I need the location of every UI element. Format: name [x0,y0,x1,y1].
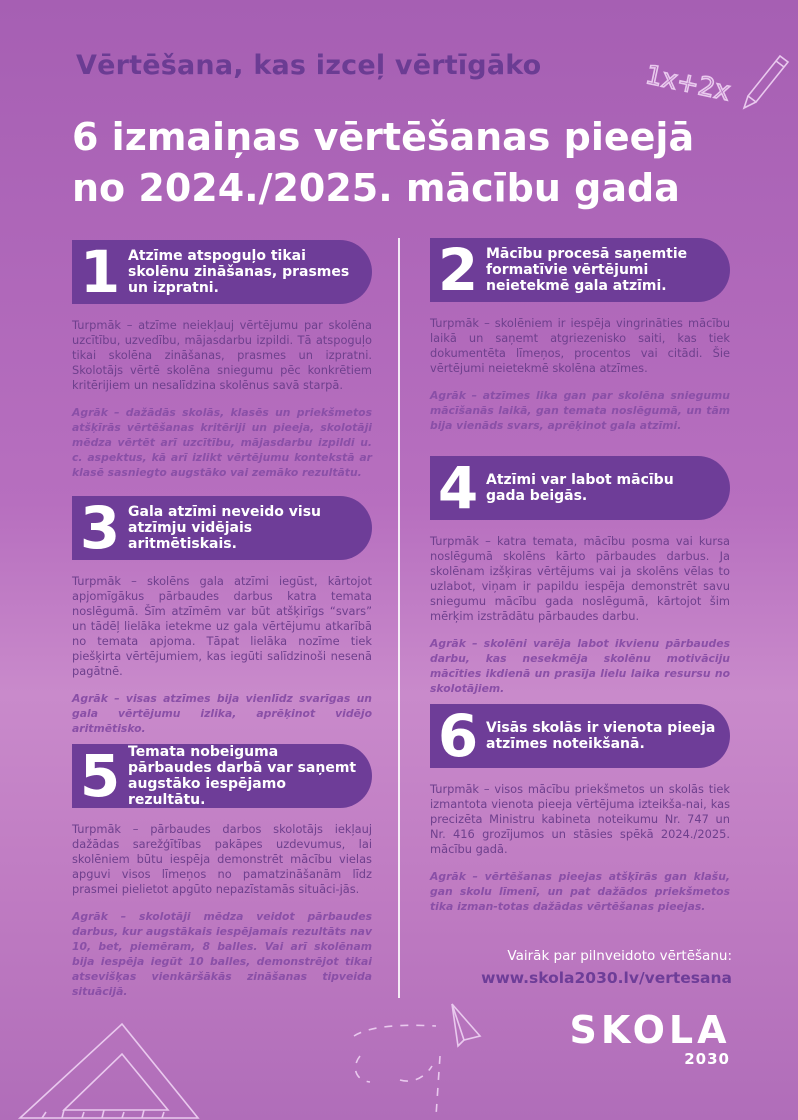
logo-year: 2030 [684,1050,730,1068]
change-header [430,704,730,768]
more-info [470,946,732,990]
change-description: Turpmāk – visos mācību priekšmetos un skolās tiek izmantota vienota pieeja vērtējuma izteikša-nai, kas precizēta Ministru kabineta noteikumu Nr. 747 un Nr. 416 grozījumos un stāsies spēkā 2024./2025. mācību gadā. [430,782,730,856]
headline [72,112,712,214]
change-previously: Agrāk – skolēni varēja labot ikvienu pārbaudes darbu, kas nesekmēja skolēnu motivāciju mācīties ikdienā un prasīja lielu laika resursu no skolotājiem. [430,637,730,695]
skola2030-logo [560,1008,740,1074]
change-description: Turpmāk – atzīme neiekļauj vērtējumu par skolēna uzcītību, uzvedību, mājasdarbu izpildi. Tā atspoguļo tikai skolēna zināšanas, prasmes un izpratni. Skolotājs vērtē skolēna sniegumu pēc konkrētiem kritērijiem un nesalīdzina skolēnus savā starpā. [72,318,372,392]
more-info-lead: Vairāk par pilnveidoto vērtēšanu: [507,948,732,964]
more-info-link[interactable]: www.skola2030.lv/vertesana [481,969,732,987]
change-title: Visās skolās ir vienota pieeja atzīmes noteikšanā. [486,720,716,752]
formula-text: 1x+2x [642,60,733,108]
change-previously: Agrāk – visas atzīmes bija vienlīdz svarīgas un gala vērtējumu izlika, aprēķinot vidējo aritmētisko. [72,692,372,735]
change-title: Temata nobeiguma pārbaudes darbā var saņemt augstāko iespējamo rezultātu. [128,744,357,808]
change-previously: Agrāk – vērtēšanas pieejas atšķīrās gan klašu, gan skolu līmenī, un pat dažādos priekšmetos tika izman-totas dažādas vērtēšanas pieejas. [430,870,730,913]
column-divider [398,238,400,998]
change-title: Atzīmi var labot mācību gada beigās. [486,472,674,504]
change-title: Mācību procesā saņemtie formatīvie vērtējumi neietekmē gala atzīmi. [486,246,688,294]
change-previously: Agrāk – atzīmes lika gan par skolēna sniegumu mācīšanās laikā, gan temata noslēgumā, un tām bija vienāds svars, aprēķinot gala atzīmi. [430,389,730,432]
headline-line-1: 6 izmaiņas vērtēšanas pieejā [72,115,695,159]
pencil-icon [744,56,788,108]
triangle-ruler-icon [12,1010,202,1120]
change-title: Gala atzīmi neveido visu atzīmju vidējais aritmētiskais. [128,504,322,552]
change-number: 3 [79,494,121,562]
change-item-4 [430,456,730,696]
paper-plane-icon [340,996,490,1120]
change-header [72,240,372,304]
change-header [72,744,372,808]
change-description: Turpmāk – pārbaudes darbos skolotājs iekļauj dažādas sarežģītības pakāpes uzdevumus, lai skolēniem būtu iespēja demonstrēt mācību vielas apguvi visos līmeņos no pamatzināšanām līdz prasmei pielietot apgūto nepazīstamās situāci-jās. [72,822,372,896]
change-previously: Agrāk – skolotāji mēdza veidot pārbaudes darbus, kur augstākais iespējamais rezultāts nav 10, bet, piemēram, 8 balles. Vai arī skolēnam bija iespēja iegūt 10 balles, demonstrējot tikai atsevišķas vienkāršākās zināšanas tipveida situācijā. [72,910,372,998]
change-item-2 [430,238,730,433]
pencil-formula-decoration [640,38,790,118]
change-item-6 [430,704,730,914]
change-number: 2 [437,236,479,304]
change-number: 5 [79,742,121,810]
change-description: Turpmāk – skolēniem ir iespēja vingrināties mācību laikā un saņemt atgriezenisko saiti, kas tiek dokumentēta līmeņos, procentos vai citādi. Šie vērtējumi neietekmē skolēna atzīmes. [430,316,730,375]
change-item-1 [72,240,372,480]
change-header [72,496,372,560]
change-previously: Agrāk – dažādās skolās, klasēs un priekšmetos atšķīrās vērtēšanas kritēriji un pieeja, skolotāji mēdza vērtēt arī uzcītību, mājasdarbu izpildi u. c. aspektus, kā arī izlikt vērtējumu kontekstā ar klasē sasniegto augstāko vai zemāko rezultātu. [72,406,372,479]
change-description: Turpmāk – skolēns gala atzīmi iegūst, kārtojot apjomīgākus pārbaudes darbus katra temata noslēgumā. Šīm atzīmēm var būt atšķirīgs “svars” un tādēļ lielāka ietekme uz gala vērtējumu atkarībā no temata apjoma. Tāpat lielāka nozīme tiek piešķirta vērtējumiem, kas iegūti salīdzinoši nesenā pagātnē. [72,574,372,678]
change-header [430,238,730,302]
change-item-5 [72,744,372,999]
change-description: Turpmāk – katra temata, mācību posma vai kursa noslēgumā skolēns kārto pārbaudes darbus. Ja skolēnam izšķiras vērtējums vai ja skolēns vēlas to uzlabot, viņam ir papildu iespēja demonstrēt savu sniegumu mācību gada noslēgumā, kārtojot šim mērķim izstrādātu pārbaudes darbu. [430,534,730,623]
change-number: 4 [437,454,479,522]
kicker-title: Vērtēšana, kas izceļ vērtīgāko [76,50,542,81]
change-number: 1 [79,238,121,306]
change-title: Atzīme atspoguļo tikai skolēnu zināšanas, prasmes un izpratni. [128,248,350,296]
headline-line-2: no 2024./2025. mācību gada [72,166,680,210]
logo-word: SKOLA [569,1008,731,1052]
change-item-3 [72,496,372,736]
change-header [430,456,730,520]
change-number: 6 [437,702,479,770]
